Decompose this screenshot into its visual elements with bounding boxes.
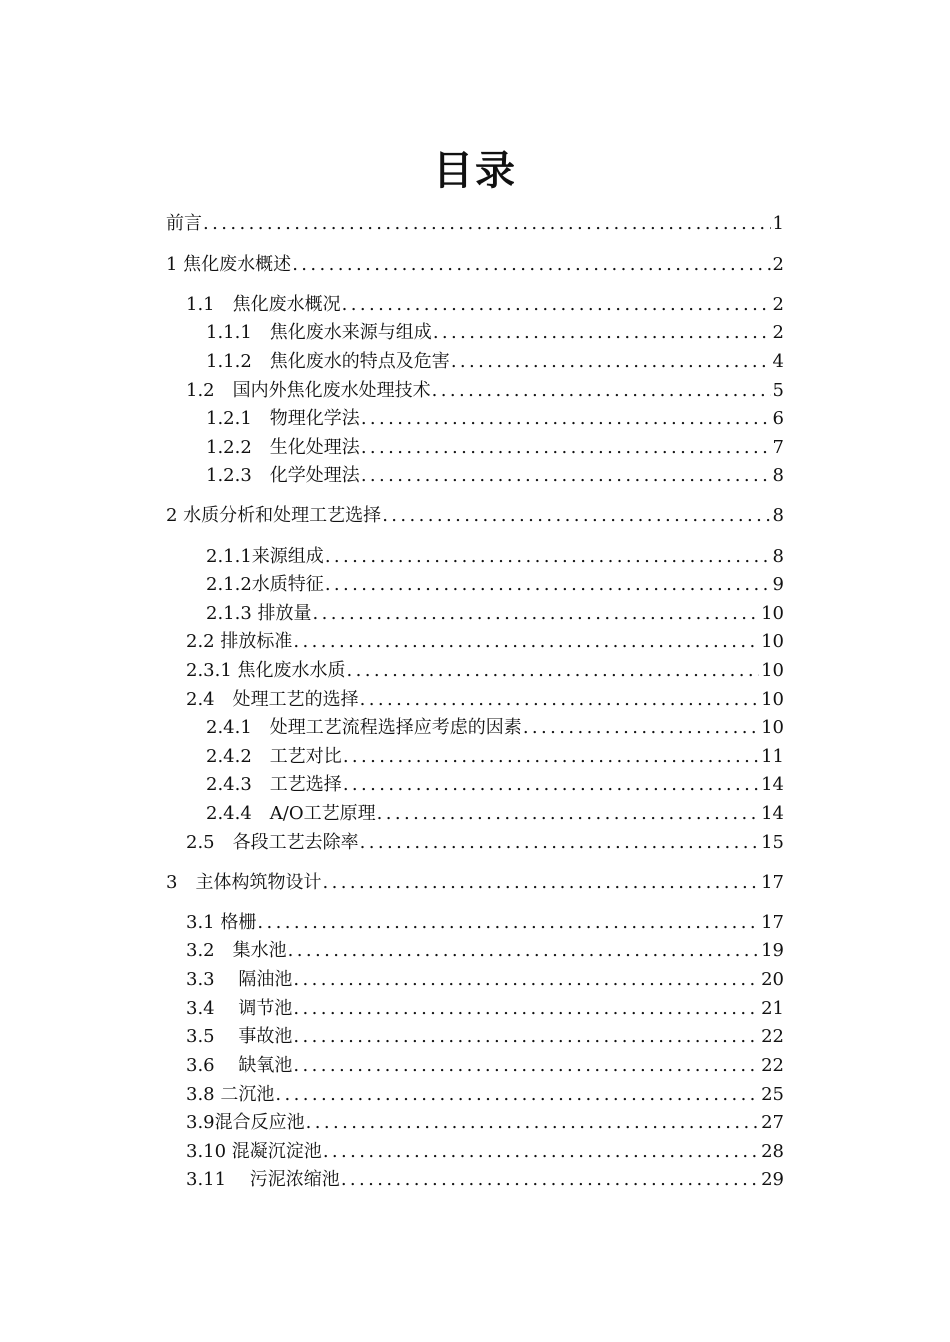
dot-leader [292, 252, 770, 278]
dot-leader [382, 503, 770, 529]
dot-leader [361, 406, 771, 432]
dot-leader [360, 687, 759, 713]
dot-leader [523, 715, 759, 741]
toc-page-number: 10 [761, 603, 784, 624]
toc-page-number: 1 [772, 213, 784, 234]
toc-entry-label: 1.1.2 焦化废水的特点及危害 [206, 351, 450, 372]
toc-page-number: 17 [761, 912, 784, 933]
dot-leader [275, 1082, 759, 1108]
toc-entry[interactable] [186, 629, 784, 655]
toc-entry[interactable] [206, 463, 784, 489]
dot-leader [322, 870, 759, 896]
toc-entry-label: 2.4.4 A/O工艺原理 [206, 803, 376, 824]
toc-page-number: 22 [761, 1026, 784, 1047]
dot-leader [361, 463, 771, 489]
toc-entry-label: 3.5 事故池 [186, 1026, 293, 1047]
dot-leader [293, 967, 759, 993]
toc-entry-label: 1.2.1 物理化学法 [206, 408, 360, 429]
toc-entry-label: 前言 [166, 213, 202, 234]
toc-entry[interactable] [206, 320, 784, 346]
dot-leader [361, 435, 771, 461]
toc-entry[interactable] [186, 938, 784, 964]
toc-entry[interactable] [186, 658, 784, 684]
toc-entry-label: 3.9混合反应池 [186, 1112, 305, 1133]
toc-entry-label: 1.1.1 焦化废水来源与组成 [206, 322, 432, 343]
toc-page-number: 2 [772, 254, 784, 275]
dot-leader [343, 772, 759, 798]
dot-leader [433, 320, 771, 346]
toc-entry-label: 2.1.2水质特征 [206, 574, 324, 595]
toc-page-number: 9 [772, 574, 784, 595]
toc-entry-label: 3.1 格栅 [186, 912, 257, 933]
toc-page-number: 2 [772, 322, 784, 343]
dot-leader [343, 744, 759, 770]
dot-leader [288, 938, 759, 964]
dot-leader [432, 378, 771, 404]
toc-entry[interactable] [166, 211, 784, 237]
toc-entry-label: 3.6 缺氧池 [186, 1055, 293, 1076]
toc-entry[interactable] [186, 967, 784, 993]
toc-page-number: 10 [761, 660, 784, 681]
dot-leader [293, 629, 759, 655]
toc-entry[interactable] [206, 744, 784, 770]
toc-page-number: 10 [761, 689, 784, 710]
toc-entry[interactable] [186, 1024, 784, 1050]
toc-entry[interactable] [206, 601, 784, 627]
toc-entry-label: 1.1 焦化废水概况 [186, 294, 341, 315]
toc-entry[interactable] [206, 772, 784, 798]
toc-entry[interactable] [166, 252, 784, 278]
toc-entry-label: 3.8 二沉池 [186, 1084, 275, 1105]
dot-leader [325, 572, 771, 598]
toc-entry-label: 2.1.3 排放量 [206, 603, 312, 624]
toc-entry[interactable] [186, 687, 784, 713]
toc-page-number: 5 [772, 380, 784, 401]
toc-entry[interactable] [186, 1082, 784, 1108]
toc-entry[interactable] [186, 292, 784, 318]
toc-entry-label: 3.3 隔油池 [186, 969, 293, 990]
toc-page-number: 4 [772, 351, 784, 372]
toc-entry-label: 2.4.1 处理工艺流程选择应考虑的因素 [206, 717, 522, 738]
toc-entry-label: 1.2.2 生化处理法 [206, 437, 360, 458]
toc-entry[interactable] [186, 830, 784, 856]
toc-page-number: 11 [761, 746, 784, 767]
toc-entry[interactable] [206, 544, 784, 570]
toc-page-number: 25 [761, 1084, 784, 1105]
toc-page-number: 20 [761, 969, 784, 990]
dot-leader [203, 211, 771, 237]
toc-page-number: 17 [761, 872, 784, 893]
toc-entry-label: 1 焦化废水概述 [166, 254, 292, 275]
toc-page-number: 6 [772, 408, 784, 429]
toc-page-number: 28 [761, 1141, 784, 1162]
toc-entry-label: 1.2 国内外焦化废水处理技术 [186, 380, 431, 401]
toc-entry-label: 3.10 混凝沉淀池 [186, 1141, 322, 1162]
toc-page-number: 10 [761, 717, 784, 738]
dot-leader [293, 996, 759, 1022]
toc-page-number: 14 [761, 774, 784, 795]
toc-entry-label: 3 主体构筑物设计 [166, 872, 322, 893]
toc-entry-label: 2.4.2 工艺对比 [206, 746, 342, 767]
toc-page-number: 22 [761, 1055, 784, 1076]
toc-entry[interactable] [206, 572, 784, 598]
toc-entry[interactable] [166, 870, 784, 896]
toc-entry[interactable] [206, 435, 784, 461]
toc-title: 目录 [433, 148, 517, 194]
toc-entry-label: 2.2 排放标准 [186, 631, 293, 652]
toc-page-number: 7 [772, 437, 784, 458]
toc-page-number: 10 [761, 631, 784, 652]
toc-entry[interactable] [166, 503, 784, 529]
toc-entry-label: 1.2.3 化学处理法 [206, 465, 360, 486]
dot-leader [293, 1053, 759, 1079]
toc-entry[interactable] [186, 1053, 784, 1079]
toc-page-number: 19 [761, 940, 784, 961]
toc-entry[interactable] [186, 1110, 784, 1136]
dot-leader [451, 349, 771, 375]
toc-page-number: 29 [761, 1169, 784, 1190]
toc-entry[interactable] [186, 910, 784, 936]
toc-page-number: 8 [772, 505, 784, 526]
dot-leader [347, 658, 760, 684]
toc-entry-label: 2.4 处理工艺的选择 [186, 689, 359, 710]
dot-leader [293, 1024, 759, 1050]
toc-entry[interactable] [206, 349, 784, 375]
dot-leader [341, 1167, 759, 1193]
dot-leader [325, 544, 771, 570]
toc-entry[interactable] [186, 1167, 784, 1193]
toc-entry-label: 3.4 调节池 [186, 998, 293, 1019]
toc-page-number: 14 [761, 803, 784, 824]
toc-entry-label: 3.2 集水池 [186, 940, 287, 961]
toc-entry-label: 2.1.1来源组成 [206, 546, 324, 567]
toc-entry-label: 2.3.1 焦化废水水质 [186, 660, 346, 681]
toc-entry[interactable] [206, 801, 784, 827]
dot-leader [360, 830, 759, 856]
toc-page-number: 15 [761, 832, 784, 853]
toc-entry-label: 2 水质分析和处理工艺选择 [166, 505, 382, 526]
toc-page-number: 27 [761, 1112, 784, 1133]
toc-entry-label: 2.5 各段工艺去除率 [186, 832, 359, 853]
toc-entry-label: 3.11 污泥浓缩池 [186, 1169, 340, 1190]
toc-page-number: 21 [761, 998, 784, 1019]
toc-page-number: 2 [772, 294, 784, 315]
toc-entry[interactable] [206, 715, 784, 741]
toc-page-number: 8 [772, 546, 784, 567]
dot-leader [313, 601, 760, 627]
toc-page-number: 8 [772, 465, 784, 486]
toc-entry[interactable] [186, 1139, 784, 1165]
toc-entry[interactable] [206, 406, 784, 432]
dot-leader [342, 292, 771, 318]
dot-leader [306, 1110, 759, 1136]
toc-entry[interactable] [186, 996, 784, 1022]
dot-leader [377, 801, 759, 827]
toc-entry[interactable] [186, 378, 784, 404]
dot-leader [257, 910, 759, 936]
toc-entry-label: 2.4.3 工艺选择 [206, 774, 342, 795]
dot-leader [323, 1139, 759, 1165]
